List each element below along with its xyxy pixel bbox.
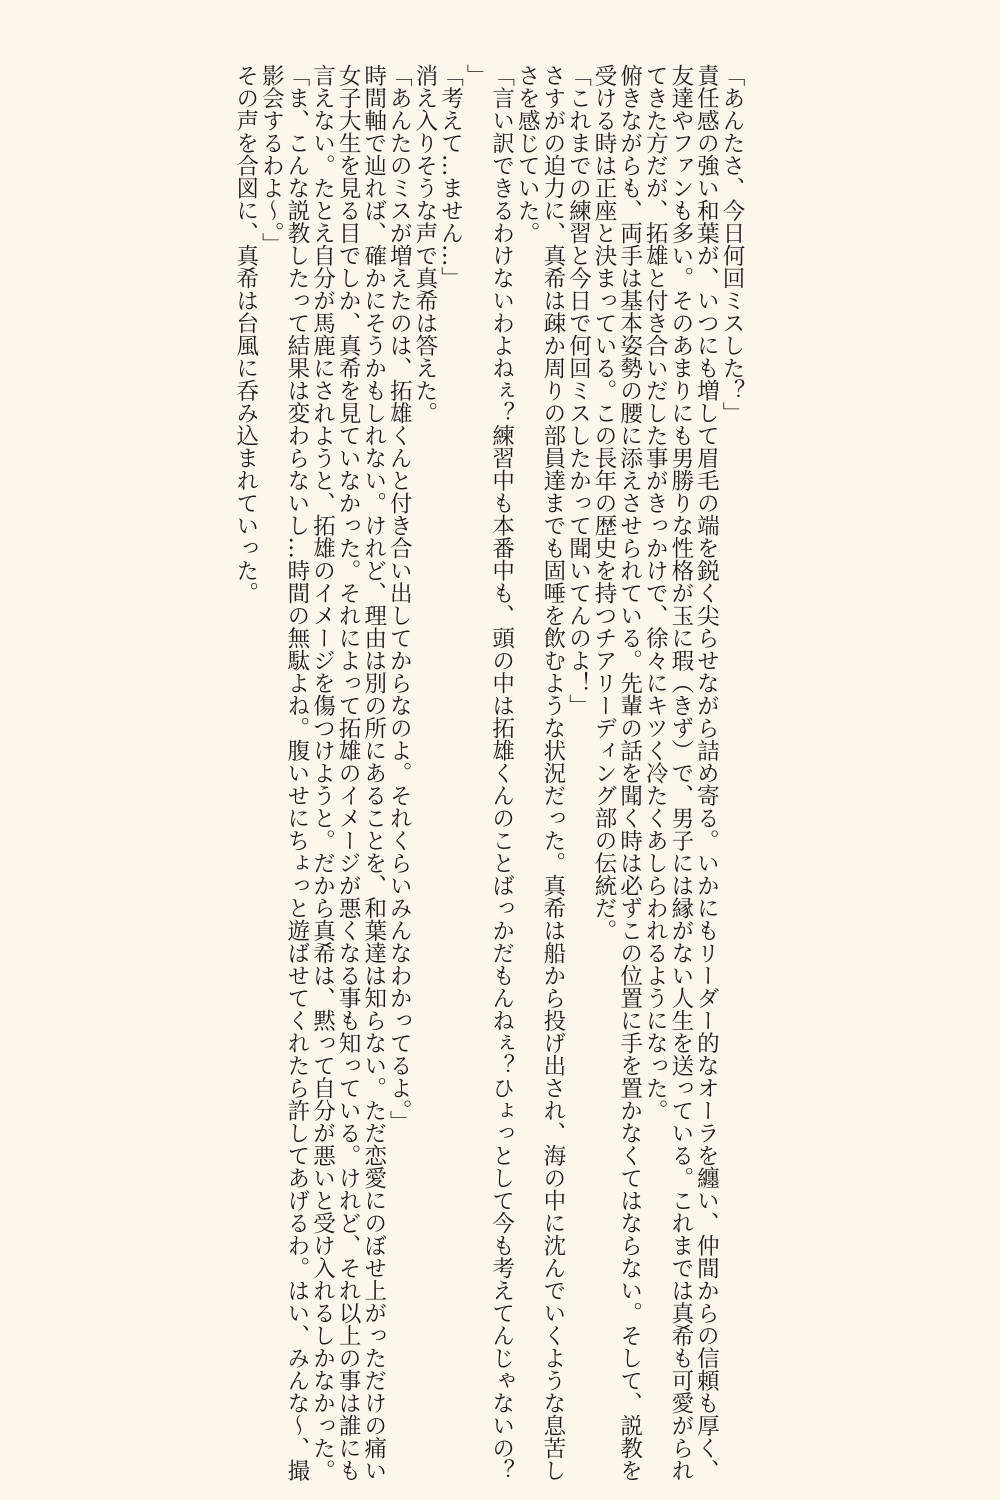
paragraph-5: さすがの迫力に、真希は疎か周りの部員達までも固唾を飲むような状況だった。真希は船から投げ出され、海の中に沈んでいくような息苦しさを感じていた。 bbox=[514, 64, 566, 1482]
paragraph-8: 消え入りそうな声で真希は答えた。 bbox=[411, 64, 438, 424]
paragraph-2: 責任感の強い和葉が、いつにも増して眉毛の端を鋭く尖らせながら詰め寄る。いかにもリーダー的なオーラを纏い、仲間からの信頼も厚く、友達やファンも多い。そのあまりにも男勝りな性格が玉に瑕（きず）で、男子には縁がない人生を送っている。これまでは真希も可愛がられてきた方だが、拓雄と付き合いだした事がきっかけで、徐々にキツく冷たくあしらわれるようになった。 bbox=[642, 64, 720, 1482]
paragraph-1: 「あんたさ、今日何回ミスした？」 bbox=[719, 64, 745, 424]
paragraph-10: 時間軸で辿れば、確かにそうかもしれない。けれど、理由は別の所にあることを、和葉達は知らない。ただ恋愛にのぼせ上がっただけの痛い女子大生を見る目でしか、真希を見ていなかった。それによって拓雄のイメージが悪くなる事も知っている。けれど、それ以上の事は誰にも言えない。たとえ自分が馬鹿にされようと、拓雄のイメージを傷つけようと。だから真希は、黙って自分が悪いと受け入れるしかなかった。 bbox=[309, 64, 387, 1482]
vertical-text-body bbox=[232, 64, 744, 1484]
paragraph-7: 「考えて…ません…」 bbox=[437, 64, 464, 289]
paragraph-9: 「あんたのミスが増えたのは、拓雄くんと付き合い出してからなのよ。それくらいみんなわかってるよ。」 bbox=[386, 64, 413, 1133]
paragraph-12: その声を合図に、真希は台風に呑み込まれていった。 bbox=[232, 64, 259, 604]
paragraph-11: 「ま、こんな説教したって結果は変わらないし…時間の無駄よね。腹いせにちょっと遊ばせてくれたら許してあげるわ。はい、みんな～、撮影会するわよ～。」 bbox=[258, 64, 310, 1482]
paragraph-4: 「これまでの練習と今日で何回ミスしたかって聞いてんのよ！」 bbox=[565, 64, 592, 717]
paragraph-3: 俯きながらも、両手は基本姿勢の腰に添えさせられている。先輩の話を聞く時は必ずこの位置に手を置かなくてはならない。そして、説教を受ける時は正座と決まっている。この長年の歴史を持つチアリーディング部の伝統だ。 bbox=[591, 64, 643, 1482]
paragraph-6: 「言い訳できるわけないわよねぇ？練習中も本番中も、頭の中は拓雄くんのことばっかだもんねぇ？ひょっとして今も考えてんじゃないの？」 bbox=[463, 64, 515, 1482]
